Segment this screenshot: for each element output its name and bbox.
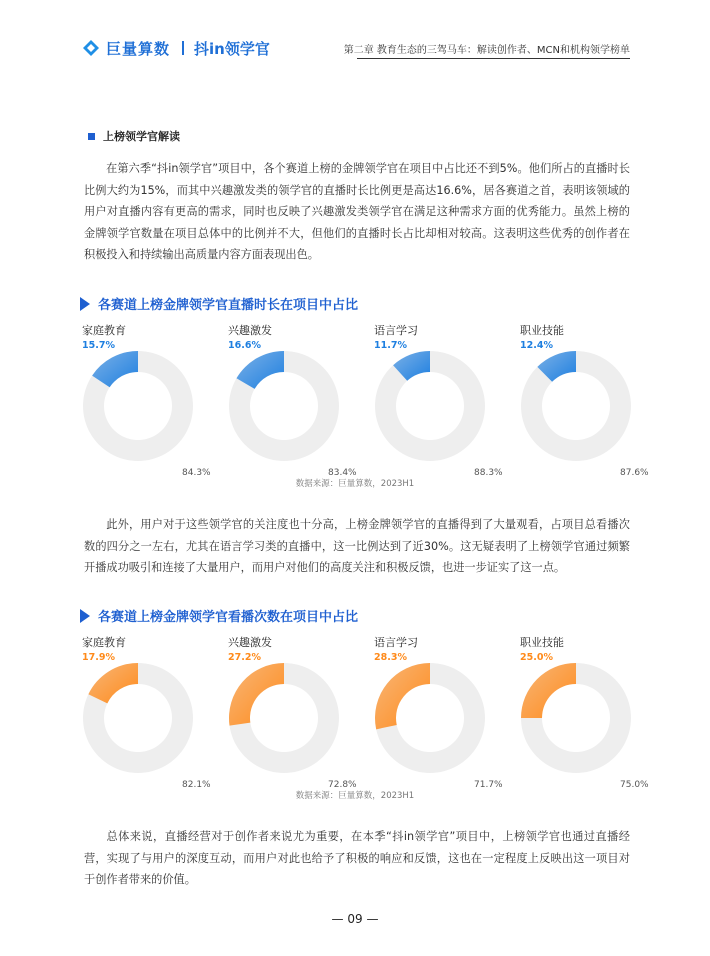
chart-1-source: 数据来源：巨量算数，2023H1: [295, 479, 415, 489]
donut-svg: [228, 350, 340, 462]
donut-svg: [82, 662, 194, 774]
donut-svg: [374, 350, 486, 462]
paragraph-2: [84, 514, 630, 579]
brand-divider: [182, 41, 184, 55]
category-label: 语言学习: [374, 324, 418, 337]
value-label: 11.7%: [374, 340, 407, 351]
donut-chart: [228, 322, 368, 478]
category-label: 家庭教育: [82, 324, 126, 337]
chapter-title: 第二章 教育生态的三驾马车：解读创作者、MCN和机构领学榜单: [343, 45, 630, 56]
donut-svg: [520, 350, 632, 462]
remainder-label: 75.0%: [620, 780, 649, 790]
paragraph-2-text: 此外，用户对于这些领学官的关注度也十分高，上榜金牌领学官的直播得到了大量观看，占项目总看播次数的四分之一左右，尤其在语言学习类的直播中，这一比例达到了近30%。这无疑表明了上榜领学官通过频繁开播成功吸引和连接了大量用户，而用户对他们的高度关注和积极反馈，也进一步证实了这一点。: [84, 518, 630, 574]
donut-chart: [520, 322, 660, 478]
donut-chart: [82, 634, 222, 790]
remainder-label: 87.6%: [620, 468, 649, 478]
value-label: 27.2%: [228, 652, 261, 663]
category-label: 职业技能: [520, 324, 564, 337]
category-label: 兴趣激发: [228, 636, 272, 649]
paragraph-3-text: 总体来说，直播经营对于创作者来说尤为重要，在本季“抖in领学官”项目中，上榜领学官也通过直播经营，实现了与用户的深度互动，而用户对此也给予了积极的响应和反馈，这也在一定程度上反映出这一项目对于创作者带来的价值。: [84, 830, 630, 886]
remainder-label: 88.3%: [474, 468, 503, 478]
chart-2-title-text: 各赛道上榜金牌领学官看播次数在项目中占比: [98, 610, 359, 625]
value-label: 16.6%: [228, 340, 261, 351]
donut-svg: [520, 662, 632, 774]
category-label: 职业技能: [520, 636, 564, 649]
chart-1-title: [80, 294, 358, 313]
donut-chart: [374, 322, 514, 478]
value-label: 15.7%: [82, 340, 115, 351]
donut-value-slice: [88, 663, 138, 703]
paragraph-3: [84, 826, 630, 891]
donut-value-slice: [521, 663, 576, 718]
donut-svg: [228, 662, 340, 774]
value-label: 12.4%: [520, 340, 553, 351]
brand-logo-icon: [82, 39, 100, 57]
category-label: 家庭教育: [82, 636, 126, 649]
paragraph-1-text: 在第六季“抖in领学官”项目中，各个赛道上榜的金牌领学官在项目中占比还不到5%。他们所占的直播时长比例大约为15%，而其中兴趣激发类的领学官的直播时长比例更是高达16.6%，居各赛道之首，表明该领域的用户对直播内容有更高的需求，同时也反映了兴趣激发类领学官在满足这种需求方面的优秀能力。虽然上榜的金牌领学官数量在项目总体中的比例并不大，但他们的直播时长占比却相对较高。这表明这些优秀的创作者在积极投入和持续输出高质量内容方面表现出色。: [84, 162, 630, 261]
page-header: [0, 0, 710, 70]
brand-logo: [82, 36, 270, 60]
donut-chart: [82, 322, 222, 478]
square-bullet-icon: [88, 133, 95, 140]
page-number: — 09 —: [331, 912, 379, 926]
chart-1-title-text: 各赛道上榜金牌领学官直播时长在项目中占比: [98, 298, 359, 313]
value-label: 17.9%: [82, 652, 115, 663]
brand-name: 巨量算数: [106, 39, 171, 58]
chart-2-source: 数据来源：巨量算数，2023H1: [295, 791, 415, 801]
category-label: 兴趣激发: [228, 324, 272, 337]
value-label: 25.0%: [520, 652, 553, 663]
remainder-label: 84.3%: [182, 468, 211, 478]
header-rule: [357, 58, 630, 59]
program-name: 抖in领学官: [194, 39, 270, 58]
donut-value-slice: [229, 663, 284, 726]
chart-2-title: [80, 606, 358, 625]
remainder-label: 72.8%: [328, 780, 357, 790]
category-label: 语言学习: [374, 636, 418, 649]
donut-svg: [374, 662, 486, 774]
donut-value-slice: [375, 663, 430, 729]
remainder-label: 82.1%: [182, 780, 211, 790]
triangle-marker-icon: [80, 609, 90, 623]
remainder-label: 83.4%: [328, 468, 357, 478]
donut-chart: [374, 634, 514, 790]
donut-chart: [228, 634, 368, 790]
section-heading-text: 上榜领学官解读: [103, 130, 180, 143]
paragraph-1: [84, 158, 630, 266]
value-label: 28.3%: [374, 652, 407, 663]
donut-chart: [520, 634, 660, 790]
triangle-marker-icon: [80, 297, 90, 311]
donut-svg: [82, 350, 194, 462]
section-heading: [88, 128, 180, 144]
remainder-label: 71.7%: [474, 780, 503, 790]
